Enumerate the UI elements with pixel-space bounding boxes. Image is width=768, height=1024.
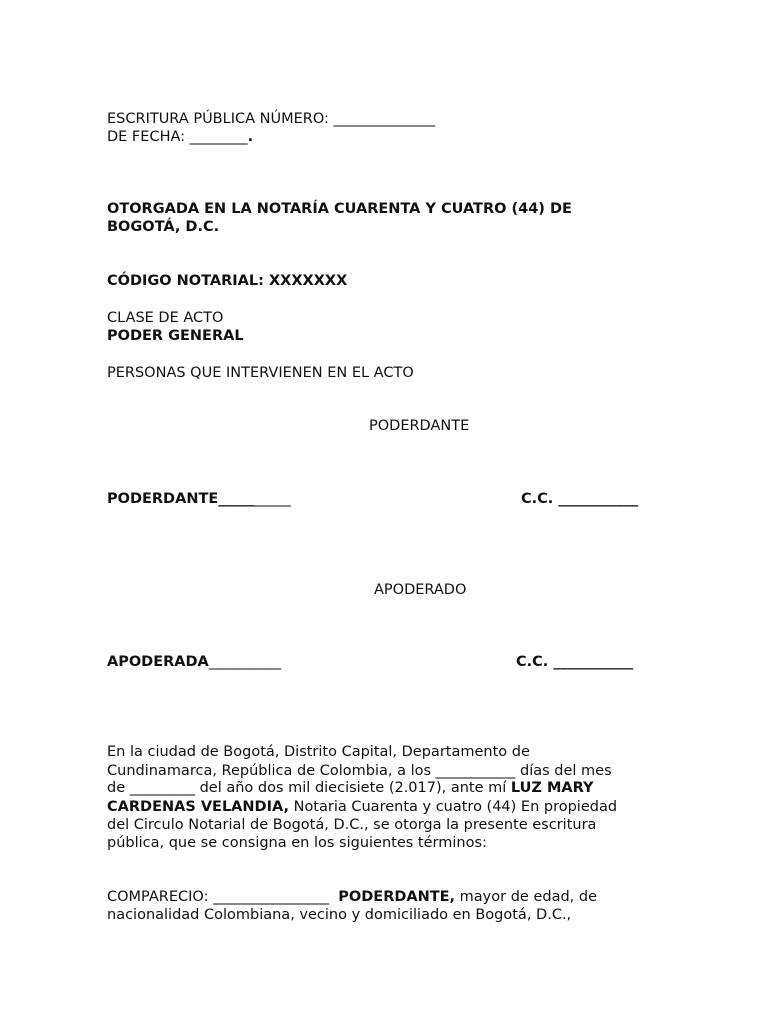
paragraph1-line-4-text: Notaria Cuarenta y cuatro (44) En propiedad [288,798,618,815]
paragraph1-line-3-text: de _________ del año dos mil diecisiete (2.017), ante mí [107,780,511,796]
paragraph1-line-2: Cundinamarca, República de Colombia, a los ___________ días del mes [107,762,612,779]
paragraph2-line-1-tail: mayor de edad, de [455,889,597,905]
notary-name-part1: LUZ MARY [510,780,594,796]
poderdante-field [107,490,291,508]
paragraph1-line-1: En la ciudad de Bogotá, Distrito Capital, Departamento de [107,744,530,760]
paragraph1-line-5: del Circulo Notarial de Bogotá, D.C., se otorga la presente escritura [107,816,597,833]
poderdante-cc: C.C. ___________ [521,491,639,507]
poderdante-heading: PODERDANTE [369,418,470,434]
poderdante-field-label: PODERDANTE_____ [107,491,255,507]
poderdante-field-blank: _____ [254,491,291,507]
paragraph2-line-2: nacionalidad Colombiana, vecino y domiciliado en Bogotá, D.C., [107,907,572,923]
fecha-dot: . [247,129,254,145]
apoderado-heading: APODERADO [374,582,467,598]
fecha-line [107,128,253,146]
fecha-label: DE FECHA: ________ [107,129,248,145]
paragraph2-line-1 [107,888,597,906]
personas-label: PERSONAS QUE INTERVIENEN EN EL ACTO [107,365,414,381]
clase-acto-value: PODER GENERAL [107,328,244,344]
clase-acto-label: CLASE DE ACTO [107,310,224,326]
comparecio-poderdante: PODERDANTE, [338,889,456,905]
escritura-numero-line: ESCRITURA PÚBLICA NÚMERO: ______________ [107,111,435,127]
paragraph1-line-4 [107,798,617,816]
notary-name-part2: CARDENAS VELANDIA, [107,798,289,815]
paragraph1-line-6: pública, que se consigna en los siguientes términos: [107,835,487,851]
apoderada-field-label: APODERADA [107,654,209,670]
paragraph1-line-3 [107,779,594,797]
comparecio-label: COMPARECIO: ________________ [107,889,339,905]
otorgada-line-1: OTORGADA EN LA NOTARÍA CUARENTA Y CUATRO (44) DE [107,201,572,217]
apoderada-field-blank: __________ [208,654,282,670]
otorgada-line-2: BOGOTÁ, D.C. [107,219,220,235]
codigo-notarial: CÓDIGO NOTARIAL: XXXXXXX [107,273,348,289]
apoderada-field [107,653,281,671]
apoderada-cc: C.C. ___________ [516,654,634,670]
